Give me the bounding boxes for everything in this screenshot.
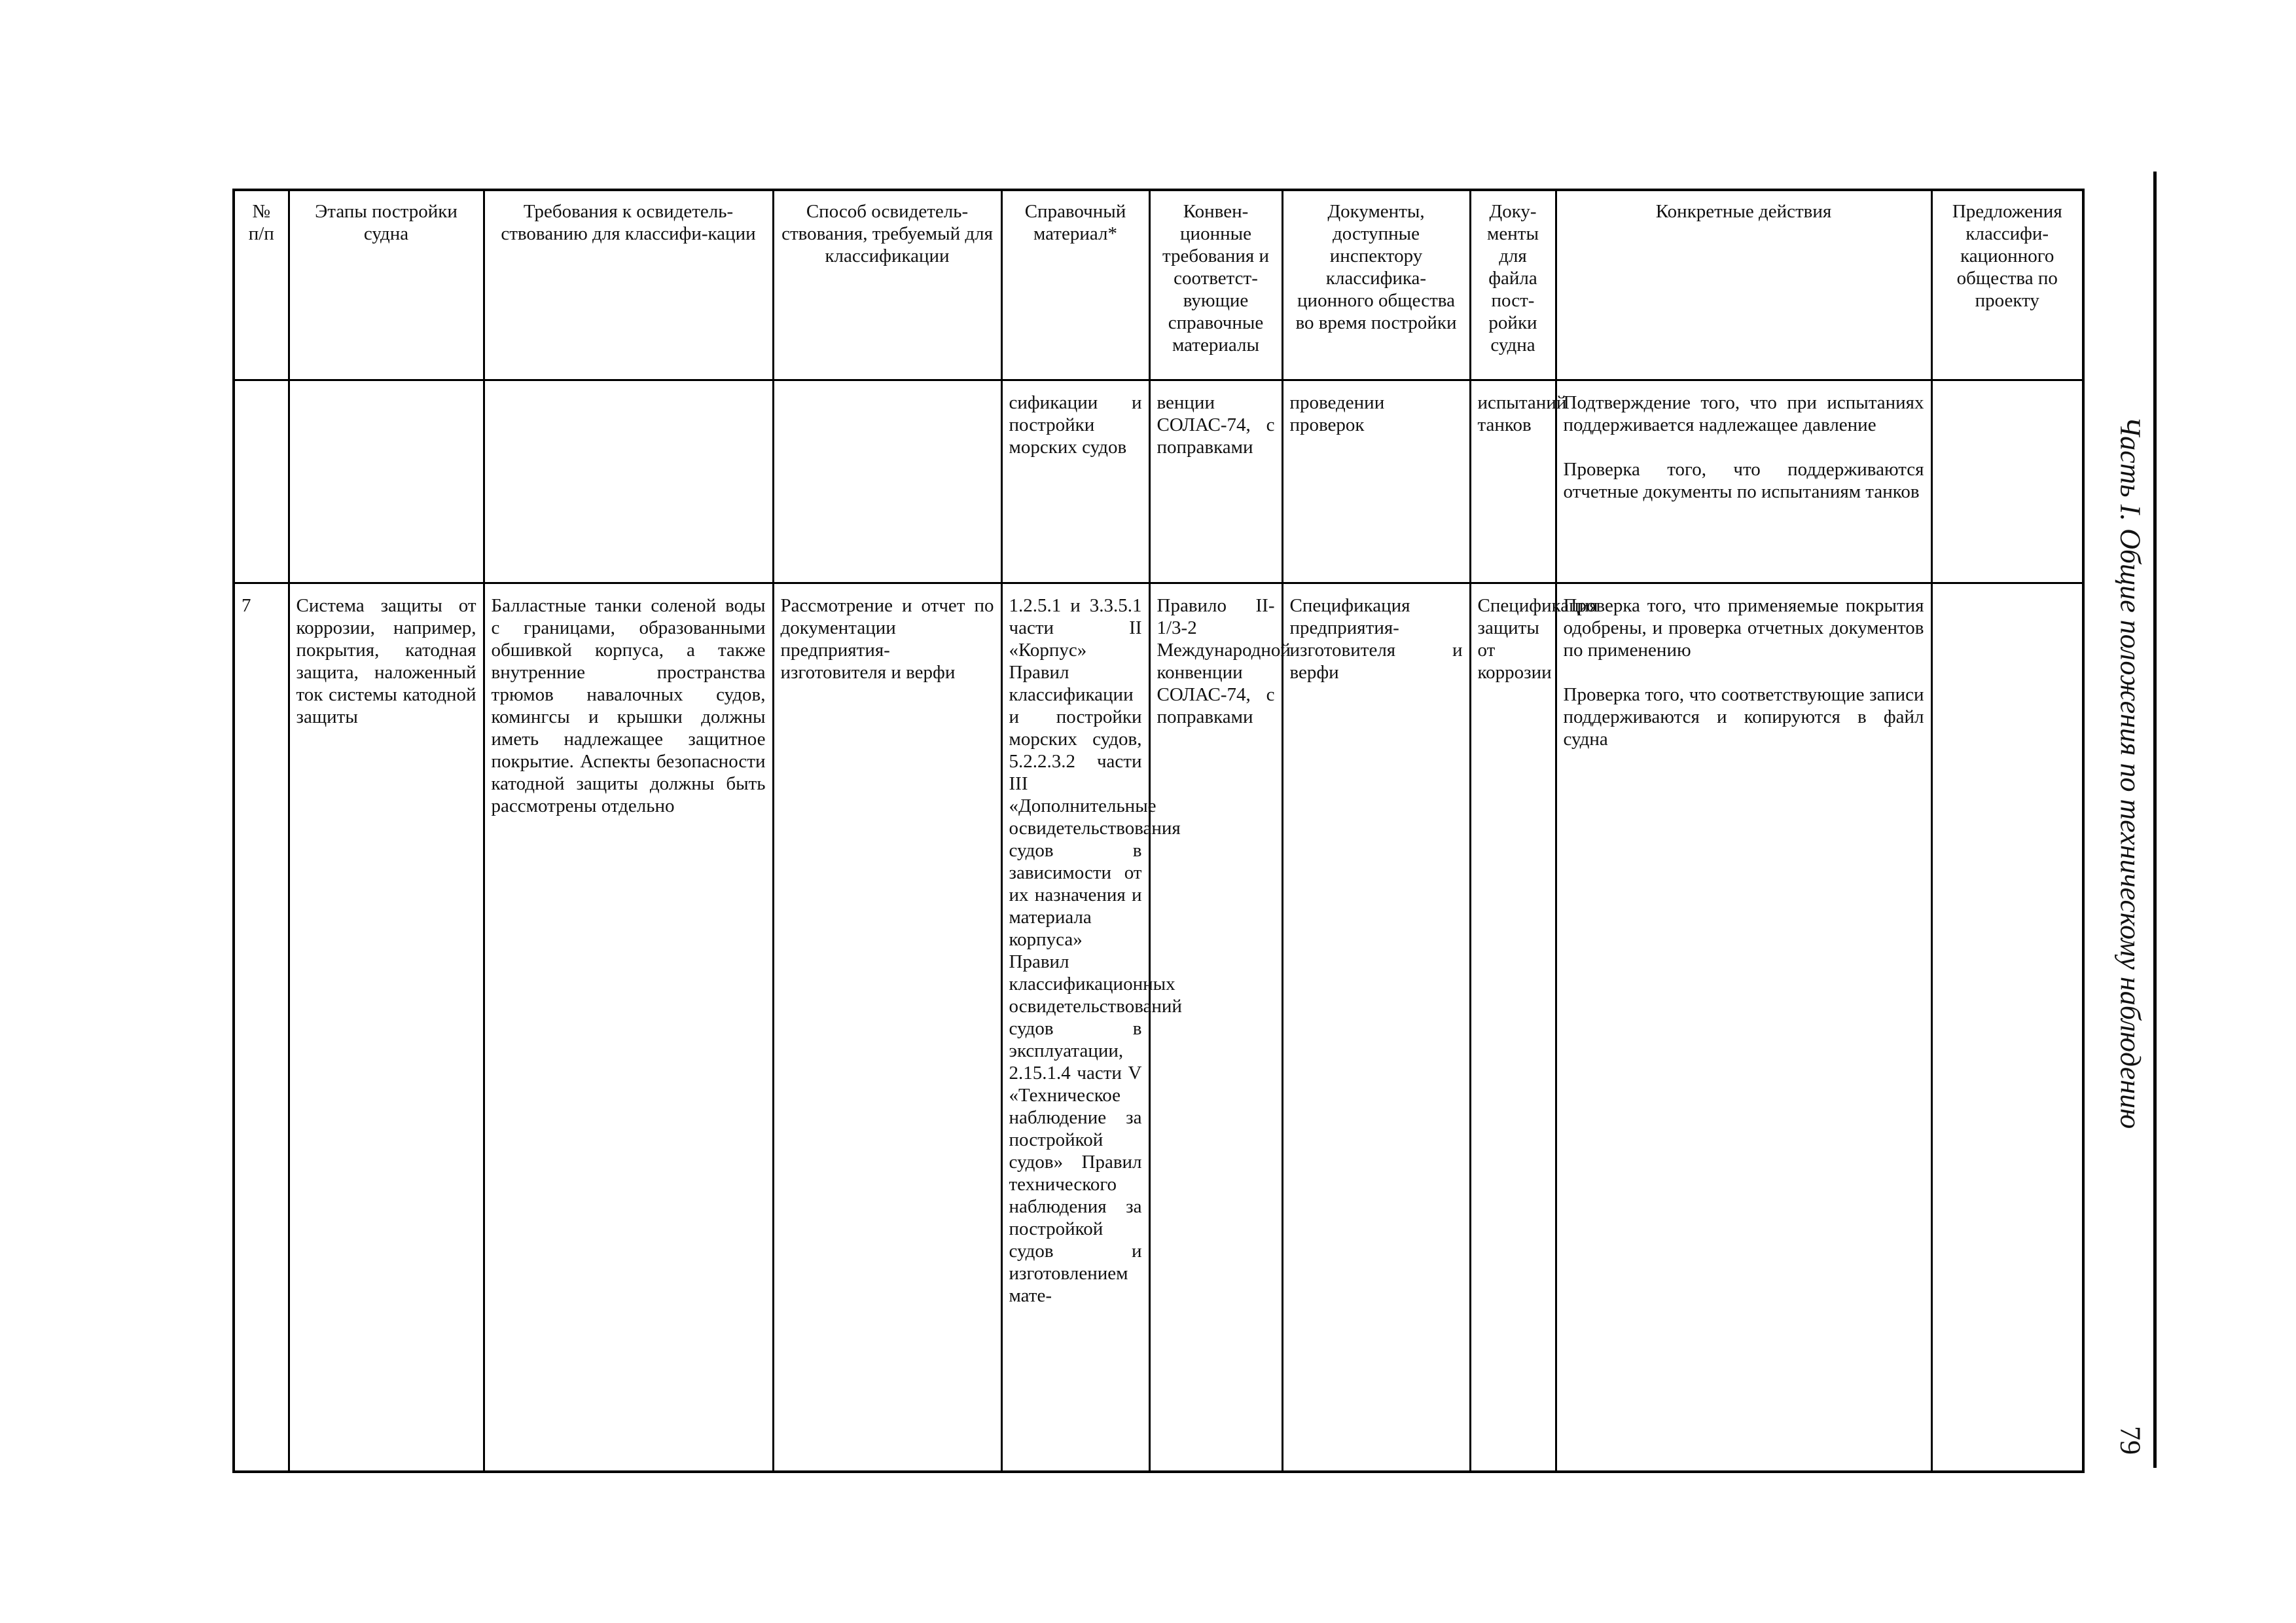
cell-actions <box>1556 583 1931 1472</box>
header-reference: Справочный материал* <box>1001 190 1149 380</box>
cell-reference: сификации и постройки морских судов <box>1001 380 1149 583</box>
cell-method: Рассмотрение и отчет по документации предприятия-изготовителя и верфи <box>773 583 1001 1472</box>
cell-number <box>234 380 289 583</box>
cell-documents-file: Спецификация защиты от коррозии <box>1470 583 1556 1472</box>
action-text: Проверка того, что применяемые покрытия одобрены, и проверка отчетных документов по применению <box>1563 594 1924 661</box>
header-number: № п/п <box>234 190 289 380</box>
survey-table <box>232 189 2085 1473</box>
running-header: Часть I. Общие положения по техническому наблюдению <box>2114 416 2147 1129</box>
header-actions: Конкретные действия <box>1556 190 1931 380</box>
header-stages: Этапы постройки судна <box>289 190 484 380</box>
header-method: Способ освидетель-ствования, требуемый для классификации <box>773 190 1001 380</box>
cell-requirements <box>484 380 773 583</box>
action-text: Подтверждение того, что при испытаниях поддерживается надлежащее давление <box>1563 392 1924 435</box>
running-header-rule <box>2153 172 2157 1468</box>
page-number: 79 <box>2114 1426 2147 1455</box>
table-row <box>234 583 2083 1472</box>
cell-proposals <box>1931 380 2083 583</box>
header-documents-file: Доку-менты для файла пост-ройки судна <box>1470 190 1556 380</box>
cell-number: 7 <box>234 583 289 1472</box>
header-proposals: Предложения классифи-кационного общества по проекту <box>1931 190 2083 380</box>
table-header-row <box>234 190 2083 380</box>
cell-documents-file: испытаний танков <box>1470 380 1556 583</box>
cell-method <box>773 380 1001 583</box>
cell-stage: Система защиты от коррозии, например, покрытия, катодная защита, наложенный ток системы катодной защиты <box>289 583 484 1472</box>
cell-convention: Правило II-1/3-2 Международной конвенции СОЛАС-74, с поправками <box>1149 583 1282 1472</box>
header-requirements: Требования к освидетель-ствованию для классифи-кации <box>484 190 773 380</box>
action-text: Проверка того, что поддерживаются отчетные документы по испытаниям танков <box>1563 458 1924 502</box>
table-row <box>234 380 2083 583</box>
cell-proposals <box>1931 583 2083 1472</box>
header-convention: Конвен-ционные требования и соответст-вующие справочные материалы <box>1149 190 1282 380</box>
header-documents-inspector: Документы, доступные инспектору классифика-ционного общества во время постройки <box>1282 190 1470 380</box>
cell-convention: венции СОЛАС-74, с поправками <box>1149 380 1282 583</box>
cell-actions <box>1556 380 1931 583</box>
action-text: Проверка того, что соответствующие записи поддерживаются и копируются в файл судна <box>1563 684 1924 750</box>
cell-stage <box>289 380 484 583</box>
cell-documents-inspector: проведении проверок <box>1282 380 1470 583</box>
cell-documents-inspector: Спецификация предприятия-изготовителя и верфи <box>1282 583 1470 1472</box>
cell-requirements: Балластные танки соленой воды с границами, образованными обшивкой корпуса, а также внутренние пространства трюмов навалочных судов, комингсы и крышки должны иметь надлежащее защитное покрытие. Аспекты безопасности катодной защиты должны быть рассмотрены отдельно <box>484 583 773 1472</box>
cell-reference: 1.2.5.1 и 3.3.5.1 части II «Корпус» Правил классификации и постройки морских судов, 5.2.2.3.2 части III «Дополнительные освидетельствования судов в зависимости от их назначения и материала корпуса» Правил классификационных освидетельствований судов в эксплуатации, 2.15.1.4 части V «Техническое наблюдение за постройкой судов» Правил технического наблюдения за постройкой судов и изготовлением мате- <box>1001 583 1149 1472</box>
